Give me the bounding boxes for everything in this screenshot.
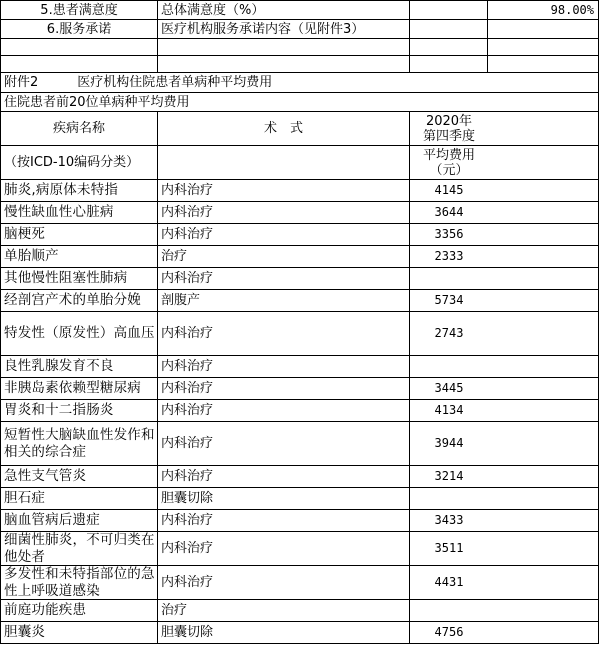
disease-cell[interactable] xyxy=(0,312,158,356)
header-period[interactable] xyxy=(410,112,488,146)
disease-cell[interactable] xyxy=(0,622,158,644)
cell-empty[interactable] xyxy=(0,39,158,56)
cell-empty[interactable] xyxy=(488,202,599,224)
cost-text: 4756 xyxy=(434,625,464,639)
cost-text: 3944 xyxy=(434,436,464,450)
cell-content-satisfaction[interactable] xyxy=(158,0,410,20)
disease-text: 脑梗死 xyxy=(4,226,46,242)
cost-cell[interactable] xyxy=(410,290,488,312)
attachment-title-text: 附件2 医疗机构住院患者单病种平均费用 xyxy=(4,75,273,90)
cell-empty[interactable] xyxy=(488,356,599,378)
disease-cell[interactable] xyxy=(0,400,158,422)
disease-cell[interactable] xyxy=(0,422,158,466)
cost-text: 2333 xyxy=(434,249,464,263)
header-disease-note-text: （按ICD-10编码分类） xyxy=(4,155,140,170)
procedure-cell[interactable] xyxy=(158,356,410,378)
procedure-text: 治疗 xyxy=(161,249,188,264)
procedure-cell[interactable] xyxy=(158,422,410,466)
procedure-text: 内科治疗 xyxy=(161,541,214,556)
cost-cell[interactable] xyxy=(410,600,488,622)
cost-cell[interactable] xyxy=(410,510,488,532)
cell-empty[interactable] xyxy=(488,246,599,268)
cost-cell[interactable] xyxy=(410,532,488,566)
content-text: 医疗机构服务承诺内容（见附件3） xyxy=(161,21,365,37)
cell-empty[interactable] xyxy=(488,622,599,644)
cell-empty[interactable] xyxy=(488,378,599,400)
cost-text: 4431 xyxy=(434,575,464,589)
cell-empty[interactable] xyxy=(488,146,599,180)
cell-empty[interactable] xyxy=(488,400,599,422)
procedure-cell[interactable] xyxy=(158,224,410,246)
procedure-text: 治疗 xyxy=(161,603,188,618)
procedure-cell[interactable] xyxy=(158,622,410,644)
header-avg-cost[interactable] xyxy=(410,146,488,180)
cost-cell[interactable] xyxy=(410,488,488,510)
cell-empty[interactable] xyxy=(488,600,599,622)
procedure-text: 内科治疗 xyxy=(161,183,214,198)
procedure-cell[interactable] xyxy=(158,510,410,532)
cell-content-service[interactable] xyxy=(158,20,410,39)
disease-cell[interactable] xyxy=(0,566,158,600)
header-disease-note[interactable] xyxy=(0,146,158,180)
disease-text: 单胎顺产 xyxy=(4,248,59,264)
label-text: 5.患者满意度 xyxy=(40,2,118,18)
cost-text: 3511 xyxy=(434,541,464,555)
cost-cell[interactable] xyxy=(410,622,488,644)
cost-cell[interactable] xyxy=(410,422,488,466)
procedure-text: 剖腹产 xyxy=(161,293,201,308)
procedure-cell[interactable] xyxy=(158,290,410,312)
cell-empty[interactable] xyxy=(488,532,599,566)
label-text: 6.服务承诺 xyxy=(46,21,112,37)
disease-text: 急性支气管炎 xyxy=(4,468,87,484)
procedure-cell[interactable] xyxy=(158,466,410,488)
cost-cell[interactable] xyxy=(410,246,488,268)
procedure-text: 胆囊切除 xyxy=(161,491,214,506)
cell-label-service[interactable] xyxy=(0,20,158,39)
cell-empty[interactable] xyxy=(488,39,599,56)
cost-cell[interactable] xyxy=(410,224,488,246)
disease-text: 细菌性肺炎，不可归类在他处者 xyxy=(4,532,155,565)
procedure-cell[interactable] xyxy=(158,378,410,400)
attachment-title[interactable] xyxy=(0,73,599,93)
cell-empty[interactable] xyxy=(410,39,488,56)
procedure-text: 内科治疗 xyxy=(161,513,214,528)
header-year-text: 2020年 xyxy=(425,113,473,129)
procedure-text: 内科治疗 xyxy=(161,381,214,396)
disease-text: 胆囊炎 xyxy=(4,624,46,640)
disease-text: 胃炎和十二指肠炎 xyxy=(4,402,114,418)
disease-cell[interactable] xyxy=(0,532,158,566)
cost-cell[interactable] xyxy=(410,202,488,224)
cell-empty[interactable] xyxy=(488,56,599,73)
cell-empty[interactable] xyxy=(488,112,599,146)
cost-text: 3644 xyxy=(434,205,464,219)
cost-cell[interactable] xyxy=(410,356,488,378)
cell-label-satisfaction[interactable] xyxy=(0,0,158,20)
cell-empty[interactable] xyxy=(488,312,599,356)
cost-cell[interactable] xyxy=(410,268,488,290)
cost-text: 3445 xyxy=(434,381,464,395)
disease-cell[interactable] xyxy=(0,466,158,488)
procedure-text: 内科治疗 xyxy=(161,227,214,242)
procedure-text: 内科治疗 xyxy=(161,205,214,220)
disease-text: 前庭功能疾患 xyxy=(4,602,87,618)
cell-empty[interactable] xyxy=(488,290,599,312)
disease-cell[interactable] xyxy=(0,356,158,378)
header-disease[interactable] xyxy=(0,112,158,146)
cost-cell[interactable] xyxy=(410,378,488,400)
procedure-text: 内科治疗 xyxy=(161,403,214,418)
disease-text: 肺炎,病原体未特指 xyxy=(4,182,119,198)
disease-text: 短暂性大脑缺血性发作和相关的综合症 xyxy=(4,426,155,460)
disease-cell[interactable] xyxy=(0,224,158,246)
header-procedure[interactable] xyxy=(158,112,410,146)
cost-cell[interactable] xyxy=(410,312,488,356)
cost-text: 4134 xyxy=(434,403,464,417)
disease-text: 经剖宫产术的单胎分娩 xyxy=(4,292,141,308)
disease-cell[interactable] xyxy=(0,378,158,400)
disease-cell[interactable] xyxy=(0,268,158,290)
cost-text: 3356 xyxy=(434,227,464,241)
cell-empty[interactable] xyxy=(488,20,599,39)
cell-value-satisfaction[interactable] xyxy=(488,0,599,20)
cell-empty[interactable] xyxy=(488,488,599,510)
cost-text: 4145 xyxy=(434,183,464,197)
cost-text: 5734 xyxy=(434,293,464,307)
disease-cell[interactable] xyxy=(0,290,158,312)
procedure-text: 内科治疗 xyxy=(161,326,214,341)
cell-empty[interactable] xyxy=(158,146,410,180)
header-avg-cost-text: 平均费用 xyxy=(422,147,475,163)
procedure-cell[interactable] xyxy=(158,202,410,224)
procedure-text: 内科治疗 xyxy=(161,575,214,590)
cost-cell[interactable] xyxy=(410,466,488,488)
header-disease-text: 疾病名称 xyxy=(52,121,105,136)
disease-cell[interactable] xyxy=(0,246,158,268)
procedure-cell[interactable] xyxy=(158,600,410,622)
table-subtitle-text: 住院患者前20位单病种平均费用 xyxy=(4,94,190,110)
cost-text: 2743 xyxy=(434,326,464,340)
procedure-cell[interactable] xyxy=(158,400,410,422)
cell-empty[interactable] xyxy=(158,56,410,73)
procedure-cell[interactable] xyxy=(158,180,410,202)
cell-empty[interactable] xyxy=(158,39,410,56)
cell-empty[interactable] xyxy=(488,566,599,600)
cost-text: 3214 xyxy=(434,469,464,483)
cost-cell[interactable] xyxy=(410,566,488,600)
cell-empty[interactable] xyxy=(0,56,158,73)
procedure-text: 胆囊切除 xyxy=(161,625,214,640)
procedure-text: 内科治疗 xyxy=(161,359,214,374)
procedure-cell[interactable] xyxy=(158,566,410,600)
cell-empty[interactable] xyxy=(488,180,599,202)
cell-empty[interactable] xyxy=(488,224,599,246)
disease-cell[interactable] xyxy=(0,488,158,510)
cost-cell[interactable] xyxy=(410,180,488,202)
disease-text: 多发性和未特指部位的急性上呼吸道感染 xyxy=(4,566,155,599)
content-text: 总体满意度（%） xyxy=(161,2,265,18)
disease-text: 脑血管病后遗症 xyxy=(4,512,100,528)
procedure-text: 内科治疗 xyxy=(161,469,214,484)
procedure-cell[interactable] xyxy=(158,312,410,356)
disease-text: 良性乳腺发育不良 xyxy=(4,358,114,374)
cost-cell[interactable] xyxy=(410,400,488,422)
disease-cell[interactable] xyxy=(0,180,158,202)
header-quarter-text: 第四季度 xyxy=(422,128,475,144)
header-procedure-text: 术 式 xyxy=(263,121,303,136)
procedure-cell[interactable] xyxy=(158,532,410,566)
cell-empty[interactable] xyxy=(488,466,599,488)
disease-cell[interactable] xyxy=(0,510,158,532)
cell-empty[interactable] xyxy=(410,0,488,20)
value-text: 98.00% xyxy=(550,2,594,17)
disease-text: 非胰岛素依赖型糖尿病 xyxy=(4,380,141,396)
disease-text: 其他慢性阻塞性肺病 xyxy=(4,270,128,286)
cell-empty[interactable] xyxy=(410,56,488,73)
cell-empty[interactable] xyxy=(488,422,599,466)
procedure-cell[interactable] xyxy=(158,268,410,290)
procedure-cell[interactable] xyxy=(158,246,410,268)
cost-text: 3433 xyxy=(434,513,464,527)
disease-cell[interactable] xyxy=(0,202,158,224)
disease-text: 特发性（原发性）高血压 xyxy=(4,325,155,341)
procedure-text: 内科治疗 xyxy=(161,436,214,451)
disease-cell[interactable] xyxy=(0,600,158,622)
procedure-cell[interactable] xyxy=(158,488,410,510)
cell-empty[interactable] xyxy=(488,510,599,532)
table-subtitle[interactable] xyxy=(0,93,599,112)
disease-text: 胆石症 xyxy=(4,490,46,506)
cell-empty[interactable] xyxy=(410,20,488,39)
procedure-text: 内科治疗 xyxy=(161,271,214,286)
disease-text: 慢性缺血性心脏病 xyxy=(4,204,114,220)
cell-empty[interactable] xyxy=(488,268,599,290)
header-unit-text: （元） xyxy=(429,162,469,178)
